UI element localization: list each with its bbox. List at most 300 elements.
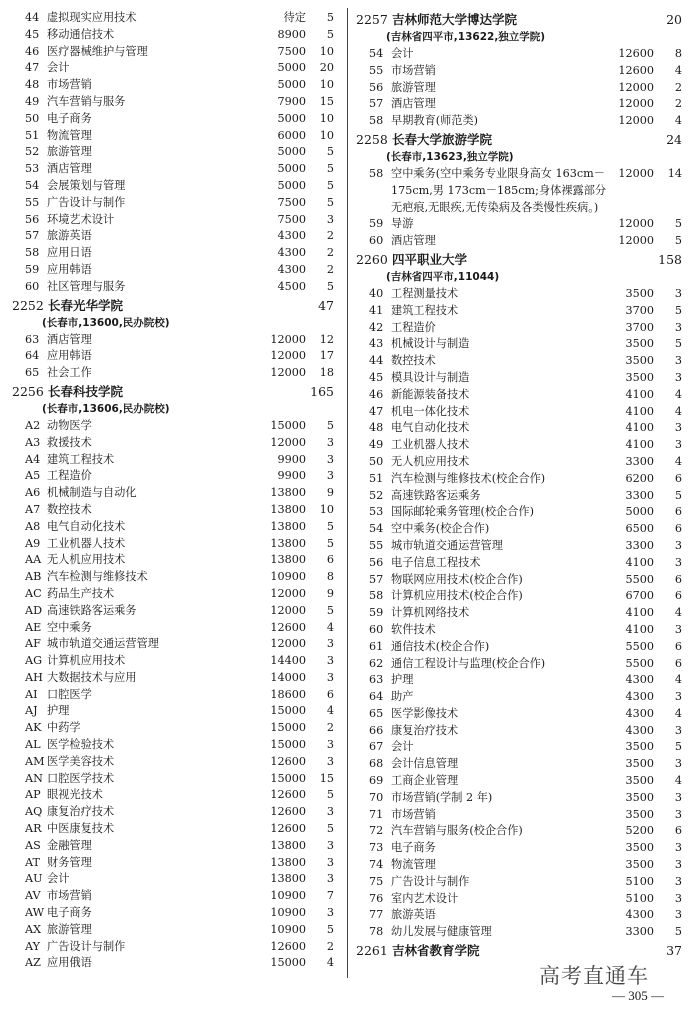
major-row	[356, 96, 686, 113]
major-row	[356, 756, 686, 773]
major-count: 5	[326, 195, 334, 209]
major-fee: 13800	[270, 486, 306, 500]
major-row	[356, 353, 686, 370]
major-fee: 12000	[270, 637, 306, 651]
major-name: 医学影像技术	[391, 706, 459, 720]
major-code: AS	[25, 838, 41, 852]
major-count: 3	[674, 555, 682, 569]
school-header-2257	[356, 10, 686, 29]
major-fee: 12000	[618, 97, 654, 111]
major-name: 药品生产技术	[47, 586, 115, 600]
major-code: AF	[25, 637, 41, 651]
major-code: A4	[25, 452, 41, 466]
major-count: 5	[674, 217, 682, 231]
major-count: 3	[326, 212, 334, 226]
major-row	[356, 471, 686, 488]
major-fee: 3700	[625, 320, 654, 334]
major-fee: 5000	[277, 61, 306, 75]
major-code: AV	[25, 889, 41, 903]
major-fee: 12000	[270, 586, 306, 600]
major-name: 汽车营销与服务(校企合作)	[391, 824, 523, 838]
major-name: 城市轨道交通运营管理	[47, 637, 159, 651]
major-name: 空中乘务(空中乘务专业限身高女 163cm－175cm,男 173cm－185cm;身体裸露部分无疤痕,无眼疾,无传染病及各类慢性疾病。)	[391, 166, 607, 214]
school-name: 吉林省教育学院	[392, 943, 480, 959]
major-name: 物流管理	[391, 858, 436, 872]
major-fee: 12000	[270, 332, 306, 346]
major-fee: 6000	[277, 128, 306, 142]
major-fee: 12000	[618, 166, 654, 180]
major-code: 60	[25, 279, 40, 293]
major-name: 物流管理	[47, 128, 92, 142]
major-fee: 3500	[625, 757, 654, 771]
major-code: 59	[25, 262, 40, 276]
major-name: 市场营销	[391, 63, 436, 77]
major-row	[12, 10, 340, 27]
major-name: 应用韩语	[47, 349, 92, 363]
major-code: 65	[25, 366, 40, 380]
major-name: 电子商务	[47, 906, 92, 920]
major-fee: 13800	[270, 519, 306, 533]
major-fee: 4100	[625, 606, 654, 620]
major-fee: 4300	[277, 262, 306, 276]
major-count: 3	[674, 807, 682, 821]
major-count: 3	[326, 805, 334, 819]
right-column	[356, 10, 686, 960]
major-count: 6	[674, 639, 682, 653]
major-name: 社区管理与服务	[47, 279, 126, 293]
major-fee: 4300	[625, 673, 654, 687]
major-count: 5	[326, 178, 334, 192]
major-row	[356, 320, 686, 337]
major-code: AC	[25, 586, 42, 600]
major-fee: 5000	[277, 111, 306, 125]
major-fee: 5200	[625, 824, 654, 838]
school-total: 37	[666, 943, 682, 959]
major-count: 5	[674, 740, 682, 754]
major-count: 4	[674, 706, 682, 720]
page-number-text: — 305 —	[612, 988, 664, 1003]
major-row	[12, 536, 340, 553]
major-code: 59	[369, 606, 384, 620]
major-code: 47	[25, 61, 40, 75]
major-fee: 8900	[277, 27, 306, 41]
major-fee: 12000	[618, 114, 654, 128]
major-count: 3	[674, 790, 682, 804]
major-code: 75	[369, 874, 384, 888]
major-count: 5	[326, 11, 334, 24]
school-header-2256	[12, 382, 340, 401]
major-fee: 3500	[625, 354, 654, 368]
major-fee: 4100	[625, 438, 654, 452]
major-name: 广告设计与制作	[47, 195, 126, 209]
major-code: 56	[369, 80, 384, 94]
major-name: 旅游管理	[47, 145, 92, 159]
school-info: (吉林省四平市,13622,独立学院)	[386, 31, 546, 43]
major-name: 城市轨道交通运营管理	[391, 538, 503, 552]
major-row	[356, 286, 686, 303]
major-count: 3	[326, 637, 334, 651]
major-name: 医学美容技术	[47, 754, 115, 768]
major-code: AG	[25, 654, 43, 668]
major-row	[12, 228, 340, 245]
major-row	[12, 737, 340, 754]
major-code: 49	[25, 94, 40, 108]
major-code: 58	[369, 114, 384, 128]
major-row	[356, 370, 686, 387]
major-code: 58	[25, 246, 40, 260]
major-count: 6	[674, 522, 682, 536]
major-code: AK	[25, 721, 42, 735]
school-info: (长春市,13606,民办院校)	[42, 402, 170, 415]
major-count: 4	[674, 387, 682, 401]
major-name: 会计	[47, 872, 70, 886]
major-name: 应用俄语	[47, 956, 92, 970]
major-count: 8	[326, 570, 334, 584]
major-fee: 4300	[625, 723, 654, 737]
major-name: 会展策划与管理	[47, 178, 126, 192]
major-count: 3	[674, 757, 682, 771]
school-name: 吉林师范大学博达学院	[392, 12, 518, 27]
major-count: 3	[674, 370, 682, 384]
major-fee: 3500	[625, 841, 654, 855]
major-fee: 3500	[625, 858, 654, 872]
major-row	[12, 365, 340, 382]
major-fee: 12000	[618, 80, 654, 94]
major-fee: 7900	[277, 94, 306, 108]
major-code: 55	[25, 195, 40, 209]
major-count: 10	[319, 502, 334, 516]
left-column	[12, 10, 340, 972]
major-row	[356, 706, 686, 723]
major-count: 3	[674, 438, 682, 452]
major-count: 6	[674, 824, 682, 838]
major-code: AQ	[25, 805, 43, 819]
major-code: 55	[369, 538, 384, 552]
major-fee: 12000	[270, 366, 306, 380]
major-fee: 4300	[625, 908, 654, 922]
major-name: 建筑工程技术	[47, 452, 115, 466]
major-code: 52	[369, 488, 384, 502]
major-code: 53	[25, 162, 40, 176]
major-code: 77	[369, 908, 384, 922]
major-fee: 13800	[270, 536, 306, 550]
major-name: 无人机应用技术	[47, 553, 126, 567]
major-row	[12, 485, 340, 502]
major-code: 63	[25, 332, 40, 346]
major-row	[12, 128, 340, 145]
major-fee: 9900	[277, 452, 306, 466]
major-count: 4	[674, 454, 682, 468]
major-code: 73	[369, 841, 384, 855]
major-code: 65	[369, 706, 384, 720]
major-code: 57	[25, 229, 40, 243]
major-name: 工程造价	[391, 320, 436, 334]
major-row	[12, 178, 340, 195]
major-fee: 3300	[625, 925, 654, 939]
major-name: 新能源装备技术	[391, 387, 470, 401]
major-name: 计算机应用技术	[47, 654, 126, 668]
major-code: A9	[25, 536, 41, 550]
major-row	[356, 538, 686, 555]
major-code: 55	[369, 63, 384, 77]
major-name: 中医康复技术	[47, 822, 115, 836]
major-row	[356, 639, 686, 656]
school-header-2258	[356, 130, 686, 149]
major-list-2258	[356, 216, 686, 250]
major-code: 69	[369, 774, 384, 788]
major-name: 早期教育(师范类)	[391, 114, 479, 128]
major-name: 幼儿发展与健康管理	[391, 925, 492, 939]
major-count: 4	[674, 673, 682, 687]
major-count: 3	[326, 469, 334, 483]
major-row	[12, 77, 340, 94]
school-total: 165	[310, 383, 334, 399]
major-count: 10	[319, 78, 334, 92]
major-name: 工业机器人技术	[391, 438, 470, 452]
major-code: 51	[369, 471, 384, 485]
major-count: 3	[326, 855, 334, 869]
major-row	[12, 939, 340, 956]
major-name: 广告设计与制作	[391, 874, 470, 888]
major-count: 5	[674, 234, 682, 248]
major-code: 48	[369, 421, 384, 435]
major-row	[12, 262, 340, 279]
major-name: 大数据技术与应用	[47, 670, 137, 684]
major-code: AP	[25, 788, 41, 802]
major-count: 3	[326, 838, 334, 852]
major-code: 64	[25, 349, 40, 363]
major-fee: 3500	[625, 740, 654, 754]
major-count: 5	[326, 922, 334, 936]
major-fee: 3300	[625, 538, 654, 552]
watermark: 高考直通车	[539, 964, 649, 988]
major-row	[356, 605, 686, 622]
major-code: AM	[25, 754, 45, 768]
major-code: 46	[369, 387, 384, 401]
major-count: 3	[674, 690, 682, 704]
major-name: 助产	[391, 690, 414, 704]
major-fee: 3500	[625, 807, 654, 821]
major-fee: 12000	[618, 217, 654, 231]
major-row	[356, 790, 686, 807]
major-row	[356, 823, 686, 840]
major-row	[356, 233, 686, 250]
major-row	[12, 212, 340, 229]
major-count: 5	[326, 788, 334, 802]
major-code: 49	[369, 438, 384, 452]
major-name: 通信工程设计与监理(校企合作)	[391, 656, 546, 670]
major-row	[356, 216, 686, 233]
major-row	[356, 504, 686, 521]
major-code: 43	[369, 337, 384, 351]
major-row	[12, 435, 340, 452]
column-divider	[347, 8, 348, 978]
major-count: 5	[326, 162, 334, 176]
major-row	[12, 838, 340, 855]
major-name: 康复治疗技术	[47, 805, 115, 819]
major-row	[12, 27, 340, 44]
major-name: 救援技术	[47, 435, 92, 449]
major-fee: 7500	[277, 212, 306, 226]
major-row	[356, 622, 686, 639]
major-name: 会计	[391, 47, 414, 60]
major-fee: 4100	[625, 404, 654, 418]
major-count: 5	[326, 536, 334, 550]
major-row	[12, 905, 340, 922]
major-name: 市场营销	[47, 78, 92, 92]
major-count: 5	[326, 822, 334, 836]
major-row	[12, 603, 340, 620]
major-count: 2	[674, 97, 682, 111]
major-fee: 14400	[270, 654, 306, 668]
major-name: 酒店管理	[47, 332, 92, 346]
major-row	[12, 418, 340, 435]
major-fee: 4300	[277, 229, 306, 243]
major-code: A6	[25, 486, 41, 500]
major-row	[12, 670, 340, 687]
major-code: 59	[369, 217, 384, 231]
major-code: 54	[25, 178, 40, 192]
major-name: 汽车检测与维修技术	[47, 570, 148, 584]
major-code: 61	[369, 639, 384, 653]
major-code: AN	[25, 771, 43, 785]
major-row	[12, 44, 340, 61]
major-count: 12	[319, 332, 334, 346]
major-code: 70	[369, 790, 384, 804]
major-row	[12, 452, 340, 469]
major-code: 58	[369, 166, 384, 180]
major-fee: 3500	[625, 286, 654, 300]
major-name: 数控技术	[47, 502, 92, 516]
major-name: 国际邮轮乘务管理(校企合作)	[391, 505, 534, 519]
major-name: 医疗器械维护与管理	[47, 44, 148, 58]
school-total: 47	[318, 297, 334, 313]
major-count: 5	[326, 603, 334, 617]
major-fee: 3700	[625, 303, 654, 317]
major-name: 中药学	[47, 721, 81, 735]
major-fee: 9900	[277, 469, 306, 483]
major-row	[12, 468, 340, 485]
school-info: (长春市,13600,民办院校)	[42, 316, 170, 329]
major-name: 高速铁路客运乘务	[391, 488, 481, 502]
major-name: 眼视光技术	[47, 788, 103, 802]
major-row	[356, 672, 686, 689]
major-row	[356, 387, 686, 404]
major-row	[356, 739, 686, 756]
major-row	[12, 161, 340, 178]
major-code: A5	[25, 469, 41, 483]
major-fee: 5500	[625, 656, 654, 670]
carry-over-rows	[12, 10, 340, 296]
major-row	[356, 555, 686, 572]
major-fee: 3300	[625, 488, 654, 502]
major-code: AA	[25, 553, 42, 567]
major-count: 6	[326, 687, 334, 701]
major-count: 2	[326, 939, 334, 953]
major-code: 40	[369, 286, 384, 300]
major-code: 66	[369, 723, 384, 737]
major-count: 10	[319, 128, 334, 142]
major-name: 电子信息工程技术	[391, 555, 481, 569]
major-count: 3	[326, 738, 334, 752]
major-fee: 5000	[277, 162, 306, 176]
major-code: 50	[369, 454, 384, 468]
major-name: 电子商务	[47, 111, 92, 125]
major-name: 会计	[391, 740, 414, 754]
major-row	[12, 348, 340, 365]
major-code: 44	[25, 11, 40, 24]
major-row	[356, 404, 686, 421]
major-row	[12, 922, 340, 939]
major-name: 旅游英语	[47, 229, 92, 243]
major-name: 环境艺术设计	[47, 212, 115, 226]
major-row	[12, 60, 340, 77]
major-code: 78	[369, 925, 384, 939]
major-name: 汽车营销与服务	[47, 94, 126, 108]
major-row	[356, 46, 686, 63]
major-name: 建筑工程技术	[391, 303, 459, 317]
major-count: 4	[674, 114, 682, 128]
major-fee: 15000	[270, 418, 306, 432]
major-code: 63	[369, 673, 384, 687]
major-count: 6	[674, 471, 682, 485]
major-code: 54	[369, 522, 384, 536]
major-row	[12, 855, 340, 872]
major-count: 3	[674, 421, 682, 435]
major-fee: 4300	[277, 246, 306, 260]
major-count: 3	[674, 354, 682, 368]
major-fee: 13800	[270, 502, 306, 516]
major-row	[12, 245, 340, 262]
major-count: 15	[319, 771, 334, 785]
major-name: 工商企业管理	[391, 774, 459, 788]
major-name: 电气自动化技术	[47, 519, 126, 533]
major-code: AJ	[25, 704, 38, 718]
major-row	[12, 955, 340, 972]
major-name: 医学检验技术	[47, 738, 115, 752]
major-fee: 12000	[618, 234, 654, 248]
major-row	[356, 80, 686, 97]
major-count: 5	[326, 145, 334, 159]
major-name: 导游	[391, 217, 414, 231]
major-row	[12, 687, 340, 704]
major-count: 4	[326, 704, 334, 718]
major-row	[12, 94, 340, 111]
major-row	[356, 891, 686, 908]
major-fee: 14000	[270, 670, 306, 684]
major-name: 软件技术	[391, 622, 436, 636]
major-row	[356, 656, 686, 673]
major-code: 71	[369, 807, 384, 821]
major-fee: 5500	[625, 572, 654, 586]
major-name: 模具设计与制造	[391, 370, 470, 384]
major-count: 5	[326, 279, 334, 293]
major-fee: 12600	[618, 47, 654, 60]
major-fee: 12600	[270, 620, 306, 634]
major-name: 旅游管理	[391, 80, 436, 94]
major-count: 17	[319, 349, 334, 363]
major-code: A7	[25, 502, 41, 516]
major-count: 10	[319, 44, 334, 58]
major-name: 无人机应用技术	[391, 454, 470, 468]
major-row	[12, 195, 340, 212]
major-code: AZ	[25, 956, 41, 970]
major-row	[356, 572, 686, 589]
major-count: 5	[326, 519, 334, 533]
school-name: 长春光华学院	[48, 297, 124, 313]
major-name: 社会工作	[47, 366, 92, 380]
major-name: 机电一体化技术	[391, 404, 470, 418]
